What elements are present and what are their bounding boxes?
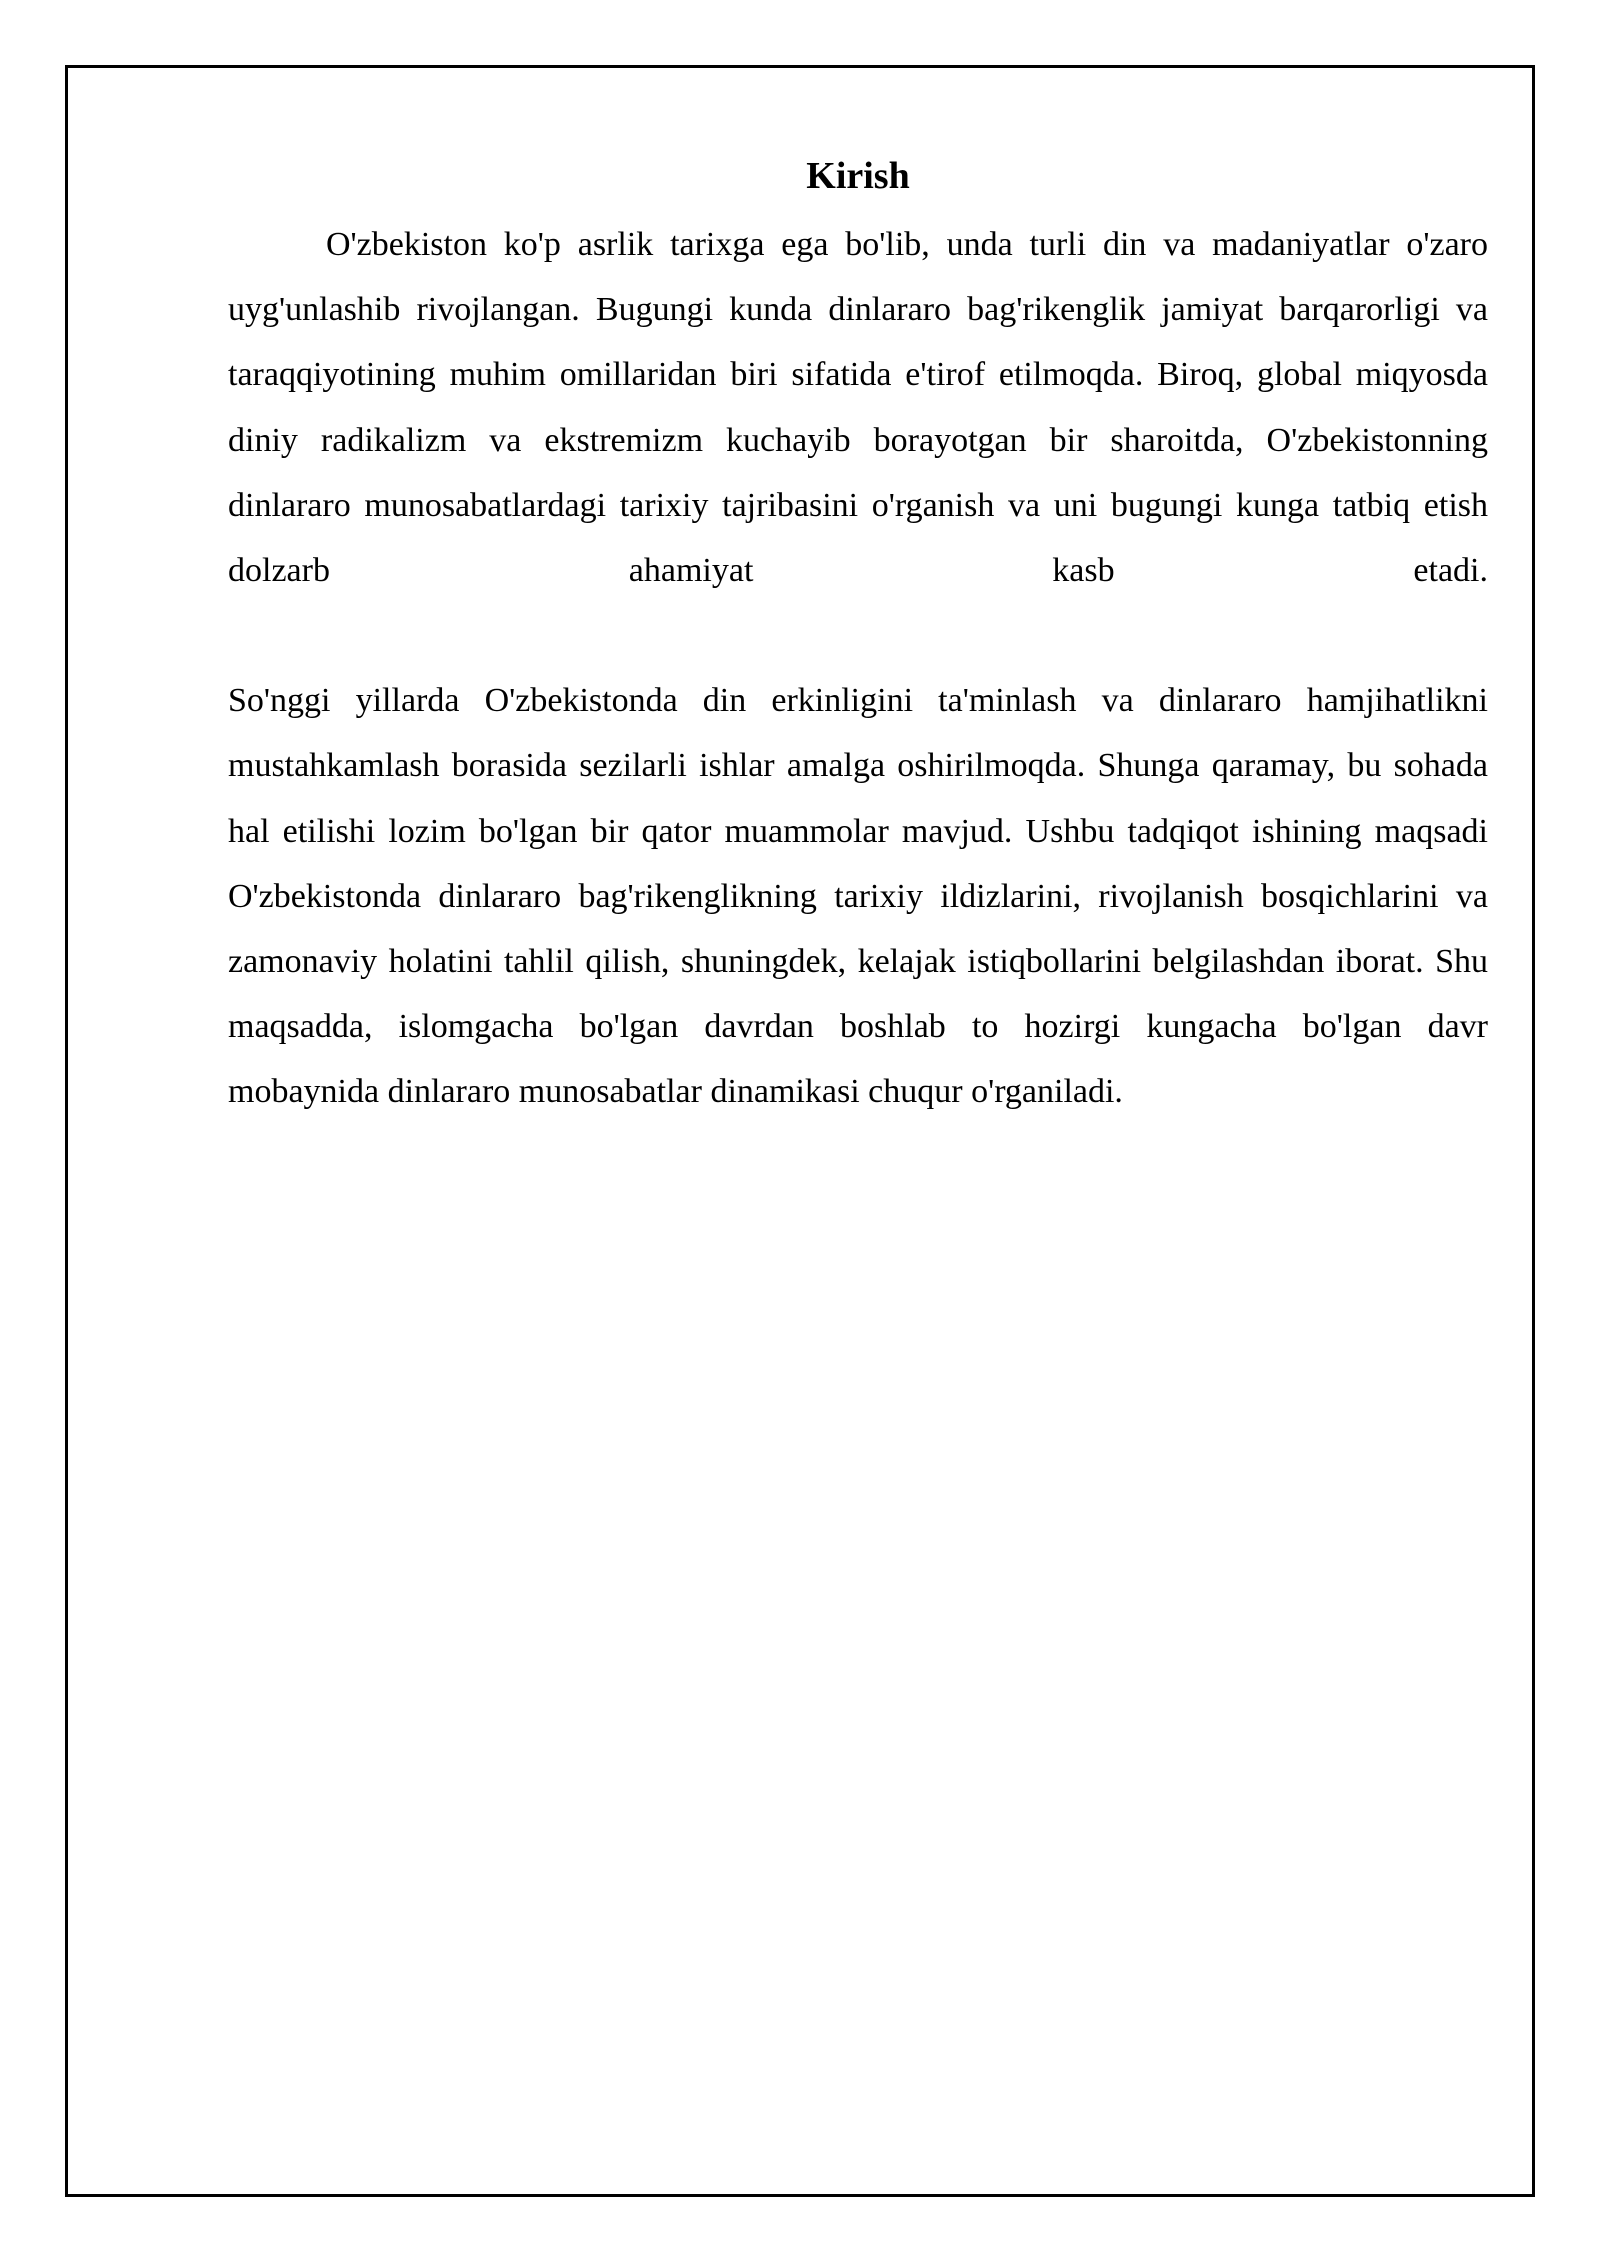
document-body bbox=[228, 148, 1488, 1125]
paragraph-spacer bbox=[228, 603, 1488, 668]
paragraph-goal: So'nggi yillarda O'zbekistonda din erkinligini ta'minlash va dinlararo hamjihatlikni mustahkamlash borasida sezilarli ishlar amalga oshirilmoqda. Shunga qaramay, bu sohada hal etilishi lozim bo'lgan bir qator muammolar mavjud. Ushbu tadqiqot ishining maqsadi O'zbekistonda dinlararo bag'rikenglikning tarixiy ildizlarini, rivojlanish bosqichlarini va zamonaviy holatini tahlil qilish, shuningdek, kelajak istiqbollarini belgilashdan iborat. Shu maqsadda, islomgacha bo'lgan davrdan boshlab to hozirgi kungacha bo'lgan davr mobaynida dinlararo munosabatlar dinamikasi chuqur o'rganiladi. bbox=[228, 682, 1488, 1111]
page-title: Kirish bbox=[806, 155, 910, 197]
paragraph-intro: O'zbekiston ko'p asrlik tarixga ega bo'lib, unda turli din va madaniyatlar o'zaro uyg'unlashib rivojlangan. Bugungi kunda dinlararo bag'rikenglik jamiyat barqarorligi va taraqqiyotining muhim omillaridan biri sifatida e'tirof etilmoqda. Biroq, global miqyosda diniy radikalizm va ekstremizm kuchayib borayotgan bir sharoitda, O'zbekistonning dinlararo munosabatlardagi tarixiy tajribasini o'rganish va uni bugungi kunga tatbiq etish dolzarb ahamiyat kasb etadi. bbox=[228, 226, 1488, 590]
